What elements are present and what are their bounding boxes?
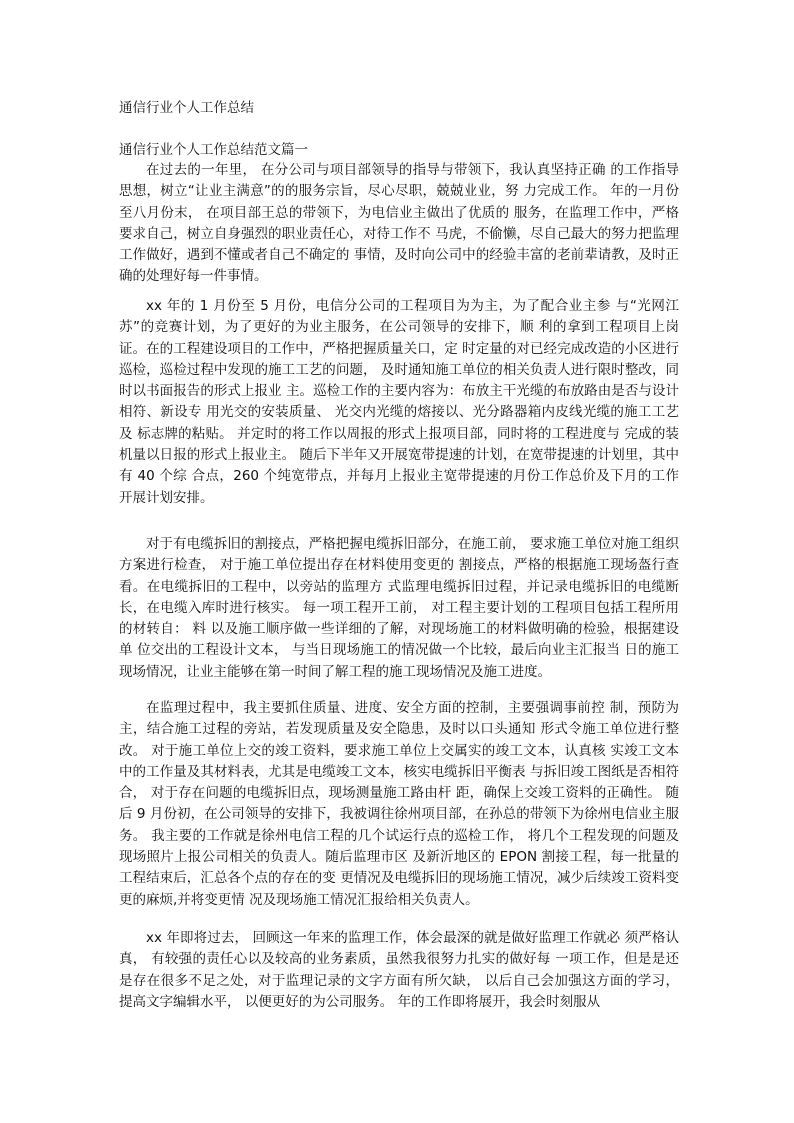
document-title: 通信行业个人工作总结 <box>119 100 254 116</box>
paragraph-4: 在监理过程中，我主要抓住质量、进度、安全方面的控制，主要强调事前控 制，预防为主，结合施工过程的旁站，若发现质量及安全隐患，及时以口头通知 形式令施工单位进行整改。 对于施工单位上交的竣工资料，要求施工单位上交属实的竣工文本，认真核 实竣工文本中的工作量及其材料表，尤其是电缆竣工文本，核实电缆拆旧平衡表 与拆旧竣工图纸是否相符合， 对于存在问题的电缆拆旧点，现场测量施工路由杆 距，确保上交竣工资料的正确性。 随后 9 月份初，在公司领导的安排下，我被调往徐州项目部，在孙总的带领下为徐州电信业主服务。 我主要的工作就是徐州电信工程的几个试运行点的巡检工作， 将几个工程发现的问题及现场照片上报公司相关的负责人。随后监理市区 及新沂地区的 EPON 割接工程，每一批量的工程结束后，汇总各个点的存在的变 更情况及电缆拆旧的现场施工情况，减少后续竣工资料变更的麻烦,并将变更情 况及现场施工情况汇报给相关负责人。 <box>119 700 679 908</box>
paragraph-3: 对于有电缆拆旧的割接点，严格把握电缆拆旧部分，在施工前， 要求施工单位对施工组织方案进行检查， 对于施工单位提出存在材料使用变更的 割接点，严格的根据施工现场盔行查看。在电缆拆旧的工程中，以旁站的监理方 式监理电缆拆旧过程，并记录电缆拆旧的电缆断长，在电缆入库时进行核实。 每一项工程开工前， 对工程主要计划的工程项目包括工程所用的材转自： 料 以及施工顺序做一些详细的了解，对现场施工的材料做明确的检验，根据建设单 位交出的工程设计文本， 与当日现场施工的情况做一个比较，最后向业主汇报当 日的施工现场情况，让业主能够在第一时间了解工程的施工现场情况及施工进度。 <box>119 536 679 680</box>
paragraph-2: xx 年的 1 月份至 5 月份，电信分公司的工程项目为为主，为了配合业主参 与“光网江苏”的竞赛计划，为了更好的为业主服务，在公司领导的安排下，顺 利的拿到工程项目上岗证。在的工程建设项目的工作中，严格把握质量关口，定 时定量的对已经完成改造的小区进行巡检，巡检过程中发现的施工工艺的问题， 及时通知施工单位的相关负责人进行限时整改，同时以书面报告的形式上报业 主。巡检工作的主要内容为：布放主干光缆的布放路由是否与设计相符、新设专 用光交的安装质量、 光交内光缆的熔接以、光分路器箱内皮线光缆的施工工艺及 标志牌的粘贴。 并定时的将工作以周报的形式上报项目部，同时将的工程进度与 完成的装机量以日报的形式上报业主。 随后下半年又开展宽带提速的计划，在宽带提速的计划里，其中有 40 个综 合点，260 个纯宽带点，并每月上报业主宽带提速的月份工作总价及下月的工作 开展计划安排。 <box>119 298 679 506</box>
paragraph-1: 在过去的一年里， 在分公司与项目部领导的指导与带领下，我认真坚持正确 的工作指导思想，树立“让业主满意”的的服务宗旨，尽心尽职，兢兢业业，努 力完成工作。 年的一月份至八月份末， 在项目部王总的带领下，为电信业主做出了优质的 服务，在监理工作中，严格要求自己，树立自身强烈的职业责任心，对待工作不 马虎，不偷懒，尽自己最大的努力把监理工作做好，遇到不懂或者自己不确定的 事情，及时向公司中的经验丰富的老前辈请教，及时正确的处理好每一件事情。 <box>119 162 679 285</box>
paragraph-5: xx 年即将过去， 回顾这一年来的监理工作，体会最深的就是做好监理工作就必 须严格认真， 有较强的责任心以及较高的业务素质，虽然我很努力扎实的做好每 一项工作，但是是还是存在很多不足之处，对于监理记录的文字方面有所欠缺， 以后自己会加强这方面的学习， 提高文字编辑水平， 以便更好的为公司服务。 年的工作即将展开，我会时刻服从 <box>119 930 679 1010</box>
document-subtitle: 通信行业个人工作总结范文篇一 <box>119 142 308 158</box>
